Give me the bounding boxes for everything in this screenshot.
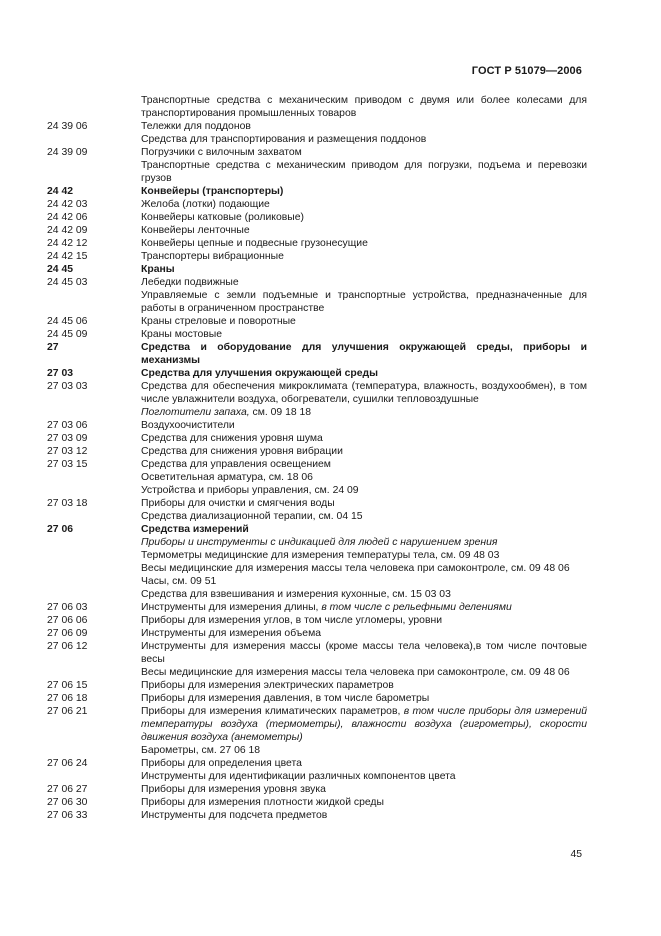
list-item bbox=[47, 133, 587, 146]
list-item bbox=[47, 276, 587, 289]
entry-text: Погрузчики с вилочным захватом bbox=[141, 147, 302, 158]
classification-code: 24 39 06 bbox=[47, 121, 88, 132]
entry-text: Средства измерений bbox=[141, 524, 249, 535]
classification-code: 24 42 09 bbox=[47, 225, 88, 236]
classification-text bbox=[141, 601, 587, 614]
classification-text bbox=[141, 120, 587, 133]
classification-text bbox=[141, 796, 587, 809]
classification-code: 27 03 09 bbox=[47, 433, 88, 444]
classification-code: 27 03 18 bbox=[47, 498, 88, 509]
list-item bbox=[47, 120, 587, 133]
entry-text: Приборы для измерения плотности жидкой среды bbox=[141, 797, 384, 808]
entry-text: Приборы для очистки и смягчения воды bbox=[141, 498, 335, 509]
list-item bbox=[47, 757, 587, 770]
entry-text: Приборы для измерения уровня звука bbox=[141, 784, 326, 795]
list-item bbox=[47, 614, 587, 627]
entry-text: Средства для улучшения окружающей среды bbox=[141, 368, 378, 379]
classification-code: 27 06 30 bbox=[47, 797, 88, 808]
classification-text bbox=[141, 523, 587, 536]
classification-code: 27 06 15 bbox=[47, 680, 88, 691]
classification-code: 27 06 24 bbox=[47, 758, 88, 769]
classification-code: 27 03 03 bbox=[47, 381, 88, 392]
entry-text: Весы медицинские для измерения массы тела человека при самоконтроле, см. 09 48 06 bbox=[141, 667, 570, 678]
entry-text: Конвейеры ленточные bbox=[141, 225, 250, 236]
entry-text: Транспортные средства с механическим приводом с двумя или более колесами для транспортирования промышленных товаров bbox=[141, 95, 587, 119]
list-item bbox=[47, 419, 587, 432]
classification-text bbox=[141, 588, 587, 601]
entry-text: Термометры медицинские для измерения температуры тела, см. 09 48 03 bbox=[141, 550, 500, 561]
classification-code: 24 45 09 bbox=[47, 329, 88, 340]
classification-text bbox=[141, 614, 587, 627]
page-number: 45 bbox=[570, 849, 582, 860]
classification-text bbox=[141, 627, 587, 640]
entry-text: Устройства и приборы управления, см. 24 09 bbox=[141, 485, 359, 496]
entry-text: Краны мостовые bbox=[141, 329, 223, 340]
classification-code: 24 45 bbox=[47, 264, 74, 275]
list-item bbox=[47, 640, 587, 666]
list-item bbox=[47, 588, 587, 601]
classification-code: 27 06 bbox=[47, 524, 74, 535]
classification-code: 27 03 12 bbox=[47, 446, 88, 457]
classification-code: 24 39 09 bbox=[47, 147, 88, 158]
list-item bbox=[47, 237, 587, 250]
classification-text bbox=[141, 211, 587, 224]
classification-text bbox=[141, 380, 587, 406]
classification-code: 27 06 21 bbox=[47, 706, 88, 717]
entry-text: Весы медицинские для измерения массы тела человека при самоконтроле, см. 09 48 06 bbox=[141, 563, 570, 574]
list-item bbox=[47, 289, 587, 315]
classification-code: 27 03 06 bbox=[47, 420, 88, 431]
classification-text bbox=[141, 146, 587, 159]
classification-code: 27 06 33 bbox=[47, 810, 88, 821]
entry-text: Приборы для определения цвета bbox=[141, 758, 302, 769]
list-item bbox=[47, 705, 587, 744]
classification-text bbox=[141, 419, 587, 432]
entry-text: Барометры, см. 27 06 18 bbox=[141, 745, 261, 756]
classification-text bbox=[141, 432, 587, 445]
classification-text bbox=[141, 224, 587, 237]
list-item bbox=[47, 198, 587, 211]
entry-text: Средства для снижения уровня вибрации bbox=[141, 446, 343, 457]
classification-code: 27 06 03 bbox=[47, 602, 88, 613]
list-item bbox=[47, 575, 587, 588]
entry-text: Инструменты для подсчета предметов bbox=[141, 810, 328, 821]
classification-text bbox=[141, 133, 587, 146]
list-item bbox=[47, 445, 587, 458]
list-item bbox=[47, 328, 587, 341]
entry-text: Конвейеры катковые (роликовые) bbox=[141, 212, 304, 223]
entry-text: Приборы для измерения давления, в том числе барометры bbox=[141, 693, 430, 704]
classification-code: 27 06 27 bbox=[47, 784, 88, 795]
list-item bbox=[47, 159, 587, 185]
list-item bbox=[47, 549, 587, 562]
classification-text bbox=[141, 484, 587, 497]
entry-text: Транспортные средства с механическим приводом для погрузки, подъема и перевозки грузов bbox=[141, 160, 587, 184]
classification-text bbox=[141, 549, 587, 562]
entry-text: Приборы для измерения углов, в том числе угломеры, уровни bbox=[141, 615, 443, 626]
classification-text bbox=[141, 250, 587, 263]
list-item bbox=[47, 536, 587, 549]
classification-text bbox=[141, 263, 587, 276]
list-item bbox=[47, 497, 587, 510]
classification-text bbox=[141, 705, 587, 744]
entry-reference-text: см. 09 18 18 bbox=[249, 407, 312, 418]
entry-italic-text: в том числе с рельефными делениями bbox=[321, 602, 512, 613]
list-item bbox=[47, 809, 587, 822]
list-item bbox=[47, 627, 587, 640]
classification-text bbox=[141, 783, 587, 796]
list-item bbox=[47, 224, 587, 237]
classification-text bbox=[141, 276, 587, 289]
classification-code: 24 42 bbox=[47, 186, 74, 197]
list-item bbox=[47, 744, 587, 757]
document-header: ГОСТ Р 51079—2006 bbox=[471, 65, 582, 77]
classification-code: 27 06 06 bbox=[47, 615, 88, 626]
entry-text: Конвейеры (транспортеры) bbox=[141, 186, 284, 197]
classification-text bbox=[141, 315, 587, 328]
entry-text: Краны bbox=[141, 264, 175, 275]
classification-text bbox=[141, 679, 587, 692]
entry-text: Приборы для измерения электрических параметров bbox=[141, 680, 394, 691]
entry-text: Лебедки подвижные bbox=[141, 277, 239, 288]
list-item bbox=[47, 263, 587, 276]
classification-text bbox=[141, 562, 587, 575]
classification-text bbox=[141, 666, 587, 679]
classification-text bbox=[141, 341, 587, 367]
list-item bbox=[47, 185, 587, 198]
classification-text bbox=[141, 575, 587, 588]
list-item bbox=[47, 406, 587, 419]
classification-code: 27 bbox=[47, 342, 59, 353]
classification-code: 24 45 03 bbox=[47, 277, 88, 288]
classification-text bbox=[141, 744, 587, 757]
classification-text bbox=[141, 406, 587, 419]
list-item bbox=[47, 250, 587, 263]
classification-code: 24 42 06 bbox=[47, 212, 88, 223]
list-item bbox=[47, 211, 587, 224]
list-item bbox=[47, 562, 587, 575]
list-item bbox=[47, 341, 587, 367]
classification-text bbox=[141, 237, 587, 250]
classification-code: 24 42 15 bbox=[47, 251, 88, 262]
list-item bbox=[47, 523, 587, 536]
entry-italic-text: в том числе приборы для измерений температуры воздуха (термометры), влажности воздуха (гигрометры), скорости движения воздуха (анемометры) bbox=[141, 706, 588, 743]
classification-text bbox=[141, 471, 587, 484]
list-item bbox=[47, 783, 587, 796]
classification-text bbox=[141, 497, 587, 510]
entry-text: Средства для взвешивания и измерения кухонные, см. 15 03 03 bbox=[141, 589, 451, 600]
list-item bbox=[47, 94, 587, 120]
list-item bbox=[47, 679, 587, 692]
list-item bbox=[47, 796, 587, 809]
classification-code: 24 45 06 bbox=[47, 316, 88, 327]
entry-text: Инструменты для измерения массы (кроме массы тела человека),в том числе почтовые весы bbox=[141, 641, 587, 665]
classification-text bbox=[141, 510, 587, 523]
entry-text: Средства для управления освещением bbox=[141, 459, 331, 470]
entry-text: Краны стреловые и поворотные bbox=[141, 316, 296, 327]
classification-code: 27 03 15 bbox=[47, 459, 88, 470]
classification-text bbox=[141, 640, 587, 666]
classification-text bbox=[141, 692, 587, 705]
classification-text bbox=[141, 757, 587, 770]
classification-code: 24 42 12 bbox=[47, 238, 88, 249]
entry-text: Воздухоочистители bbox=[141, 420, 235, 431]
list-item bbox=[47, 380, 587, 406]
list-item bbox=[47, 146, 587, 159]
classification-code: 27 03 bbox=[47, 368, 74, 379]
entry-text: Часы, см. 09 51 bbox=[141, 576, 217, 587]
entry-text: Средства для транспортирования и размещения поддонов bbox=[141, 134, 427, 145]
classification-text bbox=[141, 289, 587, 315]
entry-italic-text: Поглотители запаха, bbox=[141, 407, 250, 418]
entry-text: Приборы для измерения климатических параметров, bbox=[141, 706, 404, 717]
entry-text: Средства для снижения уровня шума bbox=[141, 433, 323, 444]
list-item bbox=[47, 601, 587, 614]
entry-text: Средства для обеспечения микроклимата (температура, влажность, воздухообмен), в том числе увлажнители воздуха, обогреватели, сушилки тепловоздушные bbox=[141, 381, 587, 405]
classification-text bbox=[141, 185, 587, 198]
entry-text: Управляемые с земли подъемные и транспортные устройства, предназначенные для работы в ограниченном пространстве bbox=[141, 290, 587, 314]
list-item bbox=[47, 692, 587, 705]
classification-code: 27 06 09 bbox=[47, 628, 88, 639]
classification-text bbox=[141, 458, 587, 471]
list-item bbox=[47, 458, 587, 471]
entry-text: Инструменты для измерения длины, bbox=[141, 602, 322, 613]
entry-text: Конвейеры цепные и подвесные грузонесущие bbox=[141, 238, 368, 249]
classification-text bbox=[141, 198, 587, 211]
entry-text: Осветительная арматура, см. 18 06 bbox=[141, 472, 313, 483]
list-item bbox=[47, 666, 587, 679]
entry-text: Средства диализационной терапии, см. 04 15 bbox=[141, 511, 363, 522]
classification-text bbox=[141, 445, 587, 458]
classification-code: 27 06 18 bbox=[47, 693, 88, 704]
list-item bbox=[47, 315, 587, 328]
classification-text bbox=[141, 367, 587, 380]
list-item bbox=[47, 770, 587, 783]
entry-text: Транспортеры вибрационные bbox=[141, 251, 284, 262]
list-item bbox=[47, 484, 587, 497]
classification-text bbox=[141, 328, 587, 341]
classification-text bbox=[141, 94, 587, 120]
list-item bbox=[47, 367, 587, 380]
classification-text bbox=[141, 809, 587, 822]
classification-text bbox=[141, 770, 587, 783]
entry-text: Инструменты для измерения объема bbox=[141, 628, 321, 639]
entry-text: Инструменты для идентификации различных компонентов цвета bbox=[141, 771, 456, 782]
list-item bbox=[47, 471, 587, 484]
entry-text: Желоба (лотки) подающие bbox=[141, 199, 270, 210]
classification-list bbox=[47, 94, 587, 822]
classification-text bbox=[141, 536, 587, 549]
list-item bbox=[47, 510, 587, 523]
classification-code: 27 06 12 bbox=[47, 641, 88, 652]
entry-text: Тележки для поддонов bbox=[141, 121, 251, 132]
entry-text: Средства и оборудование для улучшения окружающей среды, приборы и механизмы bbox=[141, 342, 587, 366]
classification-code: 24 42 03 bbox=[47, 199, 88, 210]
classification-text bbox=[141, 159, 587, 185]
list-item bbox=[47, 432, 587, 445]
entry-italic-text: Приборы и инструменты с индикацией для людей с нарушением зрения bbox=[141, 537, 498, 548]
